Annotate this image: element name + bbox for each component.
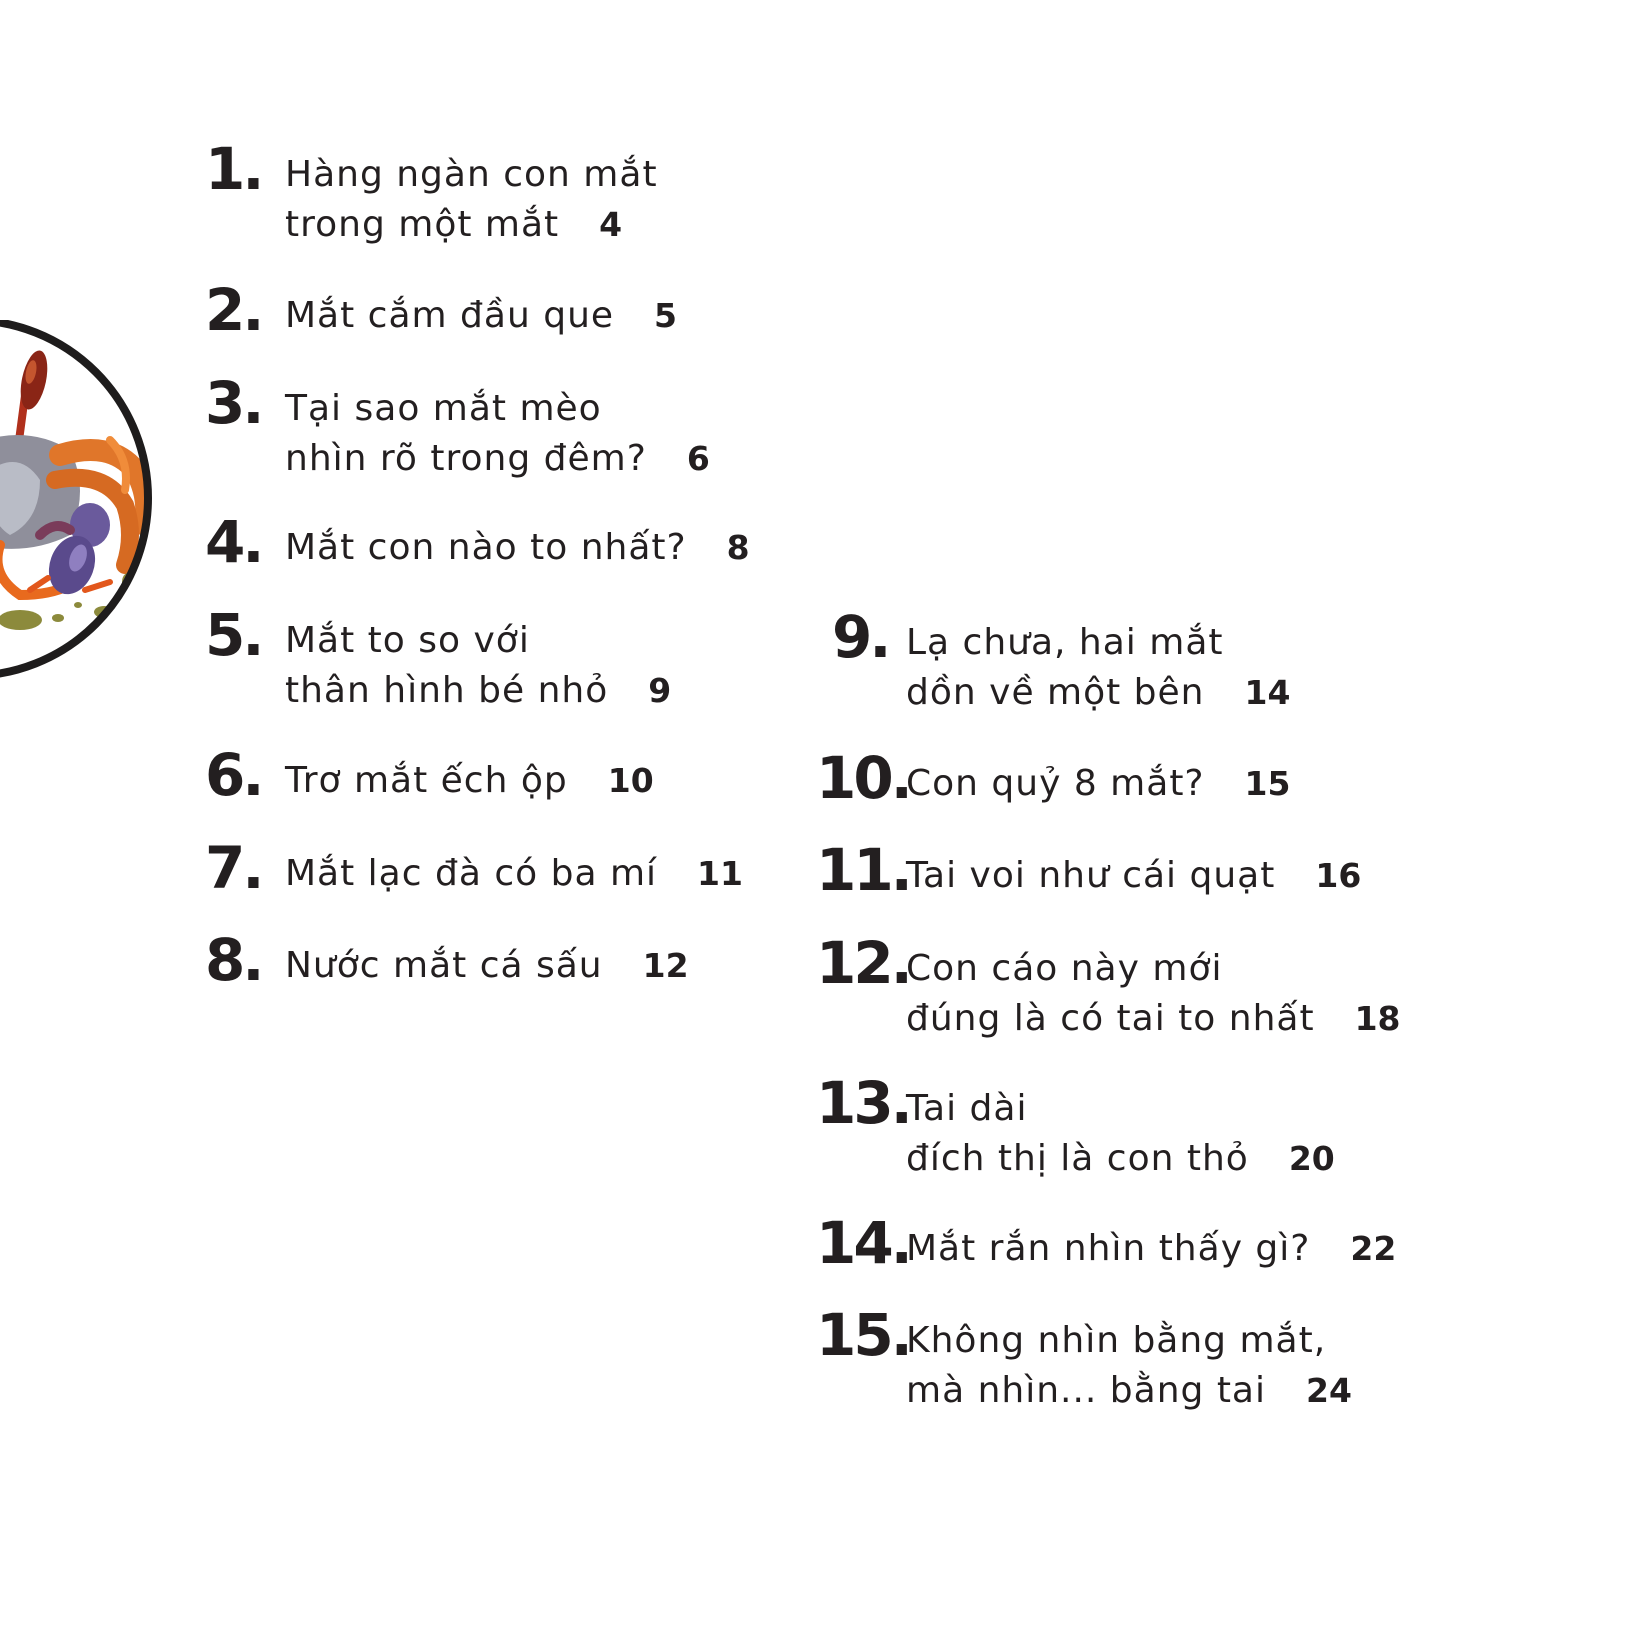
toc-entry-title — [906, 618, 1290, 718]
toc-title-line: Tai dài — [906, 1088, 1028, 1129]
toc-page-number: 20 — [1288, 1139, 1335, 1178]
toc-title-line: Tai voi như cái quạt — [906, 855, 1276, 896]
toc-entry-title — [285, 384, 710, 484]
toc-page-number: 24 — [1306, 1371, 1352, 1410]
toc-title-line: đích thị là con thỏ — [906, 1138, 1249, 1179]
toc-entry-number: 3. — [205, 369, 262, 437]
toc-title-line: Con quỷ 8 mắt? — [906, 763, 1205, 804]
crab-illustration-icon — [0, 320, 170, 710]
toc-title-line-last — [906, 994, 1401, 1044]
toc-title-line-last — [285, 941, 689, 991]
toc-page-number: 10 — [607, 761, 654, 800]
toc-page-number: 9 — [648, 671, 672, 710]
toc-entry-number: 8. — [205, 926, 262, 994]
toc-entry-number: 2. — [205, 276, 262, 344]
toc-title-line-last — [906, 759, 1290, 809]
toc-title-line-last — [285, 849, 743, 899]
toc-page-number: 18 — [1354, 999, 1401, 1038]
toc-entry-number: 11. — [816, 836, 910, 904]
toc-entry-number: 7. — [205, 834, 262, 902]
toc-entry-number: 10. — [816, 744, 910, 812]
toc-title-line-last — [906, 851, 1361, 901]
toc-title-line-last — [285, 756, 654, 806]
toc-entry-title — [285, 941, 689, 991]
toc-entry-title — [285, 291, 677, 341]
toc-title-line-last — [285, 523, 750, 573]
toc-page-number: 6 — [686, 439, 710, 478]
toc-title-line-last — [285, 200, 658, 250]
toc-page-number: 5 — [654, 296, 678, 335]
toc-title-line-last — [285, 434, 710, 484]
toc-entry-number: 6. — [205, 741, 262, 809]
toc-title-line: Mắt lạc đà có ba mí — [285, 853, 658, 894]
toc-title-line: Nước mắt cá sấu — [285, 945, 603, 986]
toc-entry-number: 1. — [205, 135, 262, 203]
toc-entry-title — [285, 616, 671, 716]
toc-page-number: 14 — [1244, 673, 1291, 712]
toc-title-line-last — [285, 291, 677, 341]
toc-title-line-last — [285, 666, 671, 716]
toc-title-line: Không nhìn bằng mắt, — [906, 1320, 1327, 1361]
toc-entry-number: 5. — [205, 601, 262, 669]
toc-title-line: Con cáo này mới — [906, 948, 1223, 989]
toc-title-line: Lạ chưa, hai mắt — [906, 622, 1224, 663]
toc-entry-title — [285, 756, 654, 806]
toc-entry-title — [285, 849, 743, 899]
toc-page-number: 11 — [697, 854, 743, 893]
toc-title-line: Tại sao mắt mèo — [285, 388, 602, 429]
toc-entry-title — [906, 1224, 1396, 1274]
toc-page-number: 4 — [599, 205, 623, 244]
toc-entry-title — [906, 1084, 1335, 1184]
toc-entry-number: 4. — [205, 508, 262, 576]
toc-entry-title — [285, 150, 658, 250]
toc-entry-title — [906, 759, 1290, 809]
toc-title-line: Mắt con nào to nhất? — [285, 527, 687, 568]
toc-title-line: Trơ mắt ếch ộp — [285, 760, 568, 801]
toc-page-number: 15 — [1244, 764, 1291, 803]
toc-entry-title — [285, 523, 750, 573]
toc-title-line: thân hình bé nhỏ — [285, 670, 609, 711]
toc-title-line-last — [906, 1134, 1335, 1184]
toc-entry-title — [906, 944, 1401, 1044]
toc-title-line-last — [906, 1366, 1352, 1416]
toc-entry-number: 13. — [816, 1069, 910, 1137]
toc-entry-number: 12. — [816, 929, 910, 997]
toc-title-line: Hàng ngàn con mắt — [285, 154, 658, 195]
toc-title-line-last — [906, 668, 1290, 718]
toc-title-line: dồn về một bên — [906, 672, 1205, 713]
toc-entry-title — [906, 851, 1361, 901]
toc-title-line: Mắt cắm đầu que — [285, 295, 615, 336]
toc-page-number: 22 — [1350, 1229, 1397, 1268]
toc-title-line: Mắt rắn nhìn thấy gì? — [906, 1228, 1311, 1269]
toc-title-line: đúng là có tai to nhất — [906, 998, 1315, 1039]
toc-entry-number: 15. — [816, 1301, 910, 1369]
toc-title-line: mà nhìn... bằng tai — [906, 1370, 1266, 1411]
toc-entry-title — [906, 1316, 1352, 1416]
toc-title-line-last — [906, 1224, 1396, 1274]
toc-entry-number: 14. — [816, 1209, 910, 1277]
toc-page-number: 12 — [642, 946, 689, 985]
toc-page-number: 8 — [726, 528, 750, 567]
toc-page-number: 16 — [1315, 856, 1362, 895]
toc-title-line: Mắt to so với — [285, 620, 530, 661]
toc-title-line: trong một mắt — [285, 204, 560, 245]
toc-title-line: nhìn rõ trong đêm? — [285, 438, 647, 479]
toc-entry-number: 9. — [832, 603, 889, 671]
